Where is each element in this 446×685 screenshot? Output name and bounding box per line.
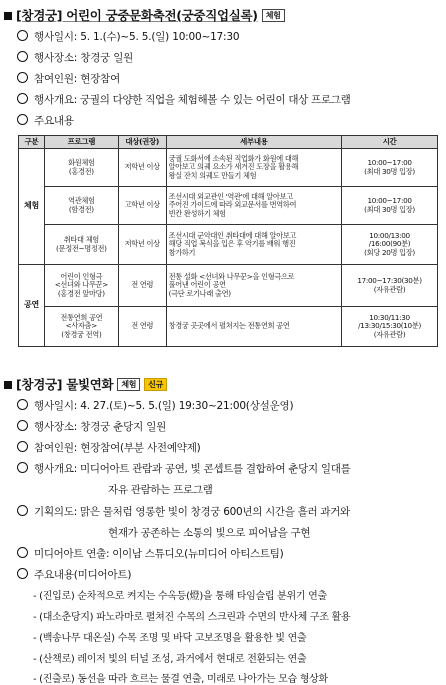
circle-bullet-icon (17, 505, 28, 516)
time-cell: 10:00/13:00 /16:00(90분) (회당 20명 입장) (342, 225, 438, 265)
section1-participation (17, 71, 120, 86)
program-cell: 어린이 인형극 <선녀와 나무꾼> (홍경전 앞마당) (44, 265, 118, 307)
target-cell: 고학년 이상 (118, 187, 166, 225)
col-header-target: 대상(권장) (118, 136, 166, 149)
time-cell: 10:00~17:00 (최대 30명 입장) (342, 187, 438, 225)
section1-title: [창경궁] 어린이 궁중문화축전(궁중직업실록) (16, 8, 258, 23)
place-label: 행사장소 (34, 421, 74, 433)
tag-experience: 체험 (262, 9, 285, 22)
circle-bullet-icon (17, 72, 28, 83)
target-cell: 저학년 이상 (118, 149, 166, 187)
place-value: : 창경궁 일원 (73, 52, 134, 64)
category-cell: 체험 (19, 149, 45, 265)
overview-line-1: : 미디어아트 관람과 공연, 빛 콘셉트를 결합하여 춘당지 일대를 (73, 463, 351, 475)
plan-line-1: : 맑은 물처럼 영롱한 빛이 창경궁 600년의 시간을 흘러 과거와 (73, 506, 350, 518)
overview-label: 행사개요 (34, 463, 74, 475)
contents-label: 주요내용 (34, 115, 74, 127)
section1-overview (17, 92, 350, 107)
program-cell: 전통연희 공연 <사자춤> (창경궁 전역) (44, 307, 118, 347)
overview-value: : 궁궐의 다양한 직업을 체험해볼 수 있는 어린이 대상 프로그램 (73, 94, 351, 106)
overview-label: 행사개요 (34, 94, 74, 106)
section1-contents (17, 113, 74, 128)
place-label: 행사장소 (34, 52, 74, 64)
section1-date (17, 29, 239, 44)
section2-plan (17, 504, 350, 519)
overview-line-2: 자유 관람하는 프로그램 (108, 484, 213, 496)
table-row (19, 307, 438, 347)
section2-overview (17, 461, 350, 476)
participation-label: 참여인원 (34, 442, 74, 454)
square-bullet-icon (4, 12, 12, 20)
col-header-category: 구분 (19, 136, 45, 149)
participation-value: : 현장참여 (73, 73, 121, 85)
date-label: 행사일시 (34, 400, 74, 412)
program-table (18, 135, 438, 347)
tag-new: 신규 (144, 378, 167, 391)
date-value: : 4. 27.(토)~5. 5.(일) 19:30~21:00(상설운영) (73, 400, 294, 412)
detail-cell: 조선시대 외교관인 '역관'에 대해 알아보고 주어진 가이드에 따라 외교문서를 번역하여 빈칸 완성하기 체험 (166, 187, 341, 225)
circle-bullet-icon (17, 568, 28, 579)
list-item: - (산책로) 레이저 빛의 터널 조성, 과거에서 현대로 전환되는 연출 (33, 654, 307, 665)
time-cell: 10:00~17:00 (최대 30명 입장) (342, 149, 438, 187)
participation-label: 참여인원 (34, 73, 74, 85)
date-label: 행사일시 (34, 31, 74, 43)
category-cell: 공연 (19, 265, 45, 347)
section2-title-row (4, 375, 167, 393)
detail-cell: 궁궐 도화서에 소속된 직업화가 화원에 대해 알아보고 의궤 요소가 새겨진 도장을 활용해 왕실 잔치 의궤도 만들기 체험 (166, 149, 341, 187)
table-header-row (19, 136, 438, 149)
list-item: - (진출로) 동선을 따라 흐르는 물결 연출, 미래로 나아가는 모습 형상화 (33, 674, 328, 685)
section2-contents (17, 567, 131, 582)
circle-bullet-icon (17, 547, 28, 558)
table-row (19, 265, 438, 307)
plan-label: 기획의도 (34, 506, 74, 518)
section2-place (17, 419, 166, 434)
square-bullet-icon (4, 381, 12, 389)
section2-date (17, 398, 293, 413)
target-cell: 전 연령 (118, 265, 166, 307)
col-header-time: 시간 (342, 136, 438, 149)
list-item: - (백송나무 대온실) 수목 조명 및 바닥 고보조명을 활용한 빛 연출 (33, 633, 307, 644)
section2-title: [창경궁] 물빛연화 (16, 377, 114, 392)
col-header-program: 프로그램 (44, 136, 118, 149)
circle-bullet-icon (17, 51, 28, 62)
col-header-detail: 세부내용 (166, 136, 341, 149)
place-value: : 창경궁 춘당지 일원 (73, 421, 167, 433)
detail-cell: 전통 설화 <선녀와 나무꾼>을 인형극으로 풀어낸 어린이 공연 (극단 로기나래 출연) (166, 265, 341, 307)
participation-value: : 현장참여(부분 사전예약제) (73, 442, 201, 454)
program-cell: 화원체험 (홍경전) (44, 149, 118, 187)
director-line: 미디어아트 연출: 이이남 스튜디오(뉴미디어 아티스트팀) (34, 548, 284, 560)
table-row (19, 187, 438, 225)
section1-place (17, 50, 133, 65)
section1-title-row (4, 6, 285, 24)
target-cell: 전 연령 (118, 307, 166, 347)
section2-participation (17, 440, 201, 455)
circle-bullet-icon (17, 114, 28, 125)
date-value: : 5. 1.(수)~5. 5.(일) 10:00~17:30 (73, 31, 240, 43)
target-cell: 저학년 이상 (118, 225, 166, 265)
circle-bullet-icon (17, 462, 28, 473)
program-cell: 역관체험 (함경전) (44, 187, 118, 225)
program-cell: 취타대 체험 (문정전~명정전) (44, 225, 118, 265)
table-row (19, 149, 438, 187)
contents-label: 주요내용(미디어아트) (34, 569, 132, 581)
detail-cell: 창경궁 곳곳에서 펼쳐지는 전통연희 공연 (166, 307, 341, 347)
detail-cell: 조선시대 군악대인 취타대에 대해 알아보고 해당 직업 복식을 입은 후 악기를 배워 행진 참가하기 (166, 225, 341, 265)
circle-bullet-icon (17, 441, 28, 452)
circle-bullet-icon (17, 399, 28, 410)
circle-bullet-icon (17, 420, 28, 431)
list-item: - (진입로) 순차적으로 켜지는 수옥등(燈)을 통해 타임슬립 분위기 연출 (33, 591, 327, 602)
plan-line-2: 현재가 공존하는 소통의 빛으로 피어남을 구현 (108, 527, 311, 539)
tag-experience: 체험 (117, 378, 140, 391)
time-cell: 10:30/11:30 /13:30/15:30(10분) (자유관람) (342, 307, 438, 347)
circle-bullet-icon (17, 30, 28, 41)
time-cell: 17:00~17:30(30분) (자유관람) (342, 265, 438, 307)
list-item: - (대소춘당지) 파노라마로 펼쳐진 수목의 스크린과 수면의 반사체 구조 활용 (33, 612, 351, 623)
circle-bullet-icon (17, 93, 28, 104)
table-row (19, 225, 438, 265)
section2-director (17, 546, 283, 561)
